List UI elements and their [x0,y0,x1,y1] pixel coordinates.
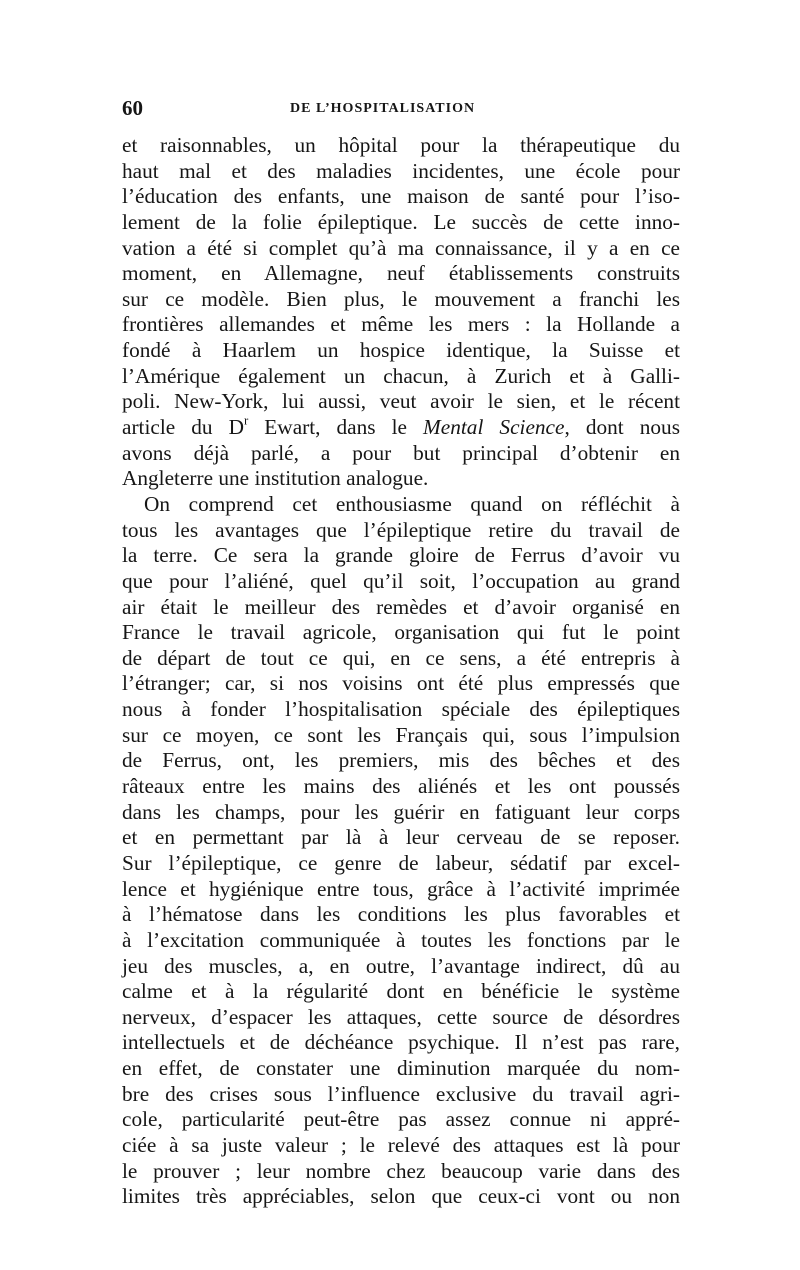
text-line: dans les champs, pour les guérir en fatiguant leur corps [122,799,680,824]
text-line: lement de la folie épileptique. Le succès de cette inno- [122,209,680,234]
text-line: et raisonnables, un hôpital pour la thérapeutique du [122,133,680,157]
journal-title: Mental Science [423,415,565,440]
text-line: On comprend cet enthousiasme quand on réfléchit à [144,491,680,516]
text-line: la terre. Ce sera la grande gloire de Ferrus d’avoir vu [122,543,680,568]
text-line: Sur l’épileptique, ce genre de labeur, sédatif par excel- [122,850,680,875]
running-head: DE L’HOSPITALISATION [290,101,476,116]
text-line: avons déjà parlé, a pour but principal d’obtenir en [122,440,680,465]
text-line: limites très appréciables, selon que ceux-ci vont ou non [122,1184,680,1209]
text-line: fondé à Haarlem un hospice identique, la Suisse et [122,338,680,363]
text-line: que pour l’aliéné, quel qu’il soit, l’occupation au grand [122,568,680,593]
text-line: nerveux, d’espacer les attaques, cette source de désordres [122,1004,680,1029]
text-line: frontières allemandes et même les mers : la Hollande a [122,312,680,337]
text-line: lence et hygiénique entre tous, grâce à l’activité imprimée [122,876,680,901]
text-line: le prouver ; leur nombre chez beaucoup varie dans des [122,1158,680,1183]
text-line [122,415,680,441]
text-line: air était le meilleur des remèdes et d’avoir organisé en [122,594,680,619]
text-line: sur ce moyen, ce sont les Français qui, sous l’impulsion [122,722,680,747]
text-line: vation a été si complet qu’à ma connaissance, il y a en ce [122,235,680,260]
text-line: Angleterre une institution analogue. [122,466,429,491]
text-line: de départ de tout ce qui, en ce sens, a été entrepris à [122,645,680,670]
text-line: calme et à la régularité dont en bénéficie le système [122,979,680,1004]
text-line: en effet, de constater une diminution marquée du nom- [122,1056,680,1081]
text-line: haut mal et des maladies incidentes, une école pour [122,158,680,183]
text-line: nous à fonder l’hospitalisation spéciale des épileptiques [122,697,680,722]
text-line: intellectuels et de déchéance psychique. Il n’est pas rare, [122,1030,680,1055]
superscript: r [243,413,249,428]
text-line: l’Amérique également un chacun, à Zurich et à Galli- [122,363,680,388]
text-line: moment, en Allemagne, neuf établissements construits [122,261,680,286]
text-line: ciée à sa juste valeur ; le relevé des attaques est là pour [122,1132,680,1157]
text-line: tous les avantages que l’épileptique retire du travail de [122,517,680,542]
text-line: bre des crises sous l’influence exclusive du travail agri- [122,1081,680,1106]
text-line: cole, particularité peut-être pas assez connue ni appré- [122,1107,680,1132]
page-number: 60 [122,96,143,120]
text-fragment: , dont nous [564,415,680,440]
text-line: à l’excitation communiquée à toutes les fonctions par le [122,927,680,952]
text-line: de Ferrus, ont, les premiers, mis des bêches et des [122,748,680,773]
text-line: râteaux entre les mains des aliénés et les ont poussés [122,774,680,799]
text-line: l’éducation des enfants, une maison de santé pour l’iso- [122,184,680,209]
text-line: sur ce modèle. Bien plus, le mouvement a franchi les [122,286,680,311]
text-line: l’étranger; car, si nos voisins ont été plus empressés que [122,671,680,696]
text-line: à l’hématose dans les conditions les plus favorables et [122,902,680,927]
body-text [122,133,680,1210]
text-line: poli. New-York, lui aussi, veut avoir le sien, et le récent [122,389,680,414]
text-fragment: article du D [122,415,244,440]
text-line: jeu des muscles, a, en outre, l’avantage indirect, dû au [122,953,680,978]
text-fragment: Ewart, dans le [248,415,424,440]
page-header [122,97,680,119]
text-line: et en permettant par là à leur cerveau de se reposer. [122,825,680,850]
text-line: France le travail agricole, organisation qui fut le point [122,620,680,645]
